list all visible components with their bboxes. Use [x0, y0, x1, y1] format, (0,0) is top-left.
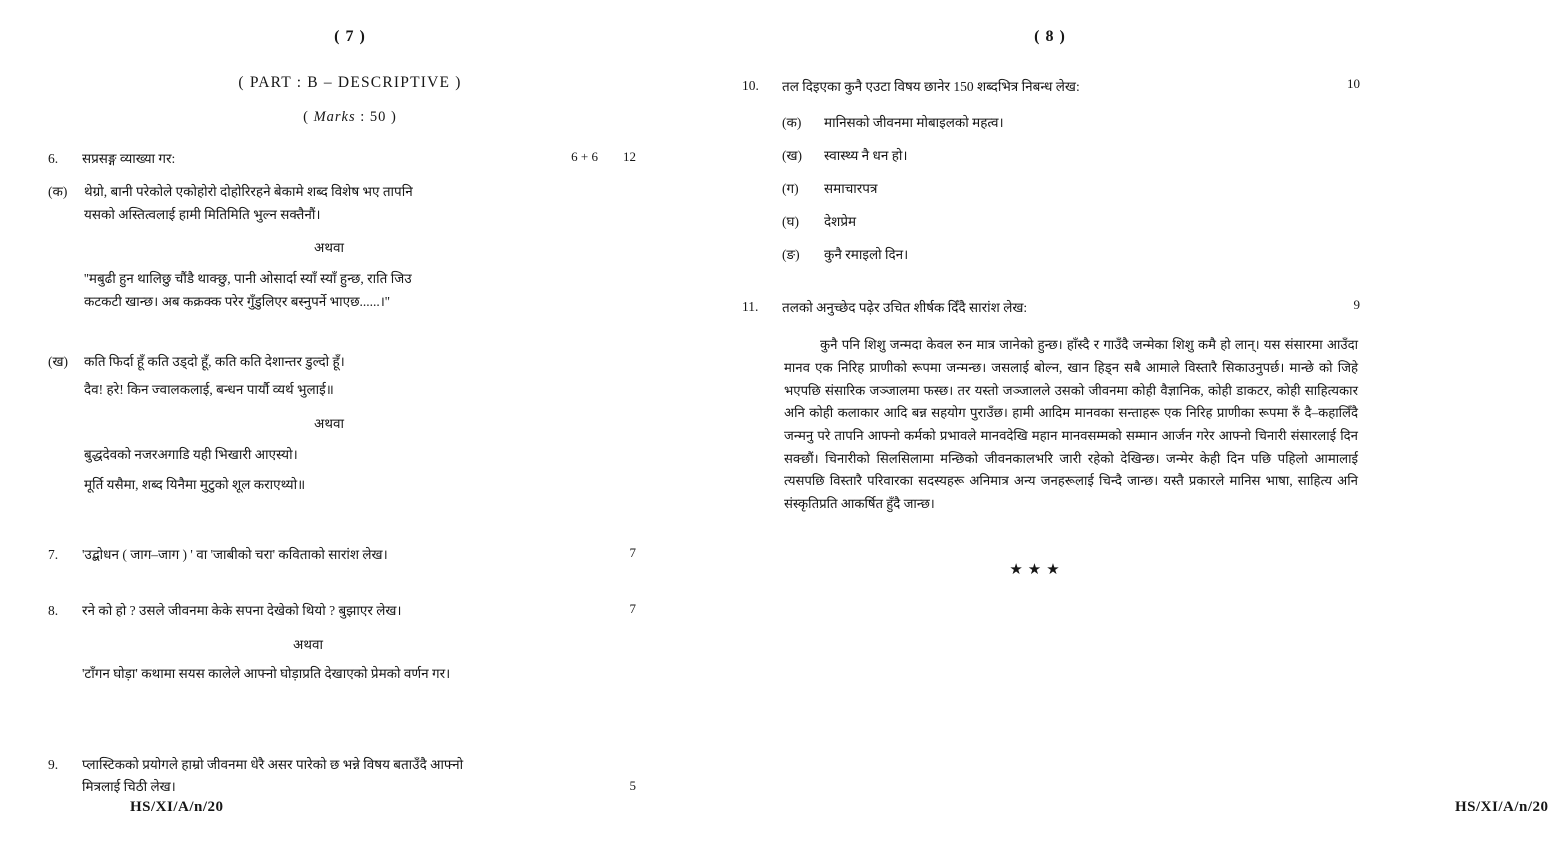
question-9-line-2: मित्रलाई चिठी लेख।: [82, 779, 176, 795]
marks-prefix: (: [303, 109, 314, 125]
question-10-marks: 10: [1347, 76, 1360, 91]
marks-value: : 50 ): [355, 109, 397, 125]
document-page-left: [0, 0, 700, 850]
question-8-alt-text: 'टाँगन घोड़ा' कथामा सयस कालेले आफ्नो घोड़ाप्रति देखाएको प्रेमको वर्णन गर।: [82, 666, 451, 682]
page-number-left: ( 7 ): [334, 28, 366, 45]
marks-word: Marks: [313, 109, 356, 125]
right-page-content: [700, 76, 1400, 579]
question-11-passage: [742, 334, 1360, 516]
question-10-text: तल दिइएका कुनै एउटा विषय छानेर 150 शब्दभित्र निबन्ध लेख:: [782, 79, 1080, 94]
question-10-subpart-ka-text: मानिसको जीवनमा मोबाइलको महत्व।: [824, 114, 1004, 130]
question-8: [48, 600, 658, 622]
question-10-subpart-nga: [782, 245, 1360, 263]
question-6-kha-line-1: कति फिर्दा हूँ कति उड्दो हूँ, कति कति देशान्तर डुल्दो हूँ।: [84, 353, 345, 369]
end-of-paper-mark: ★★★: [1009, 561, 1065, 578]
question-10-subpart-kha-label: (ख): [782, 147, 803, 163]
question-8-marks: 7: [629, 600, 636, 616]
question-10-subparts: [742, 113, 1360, 263]
question-8-text: रने को हो ? उसले जीवनमा केके सपना देखेको थियो ? बुझाएर लेख।: [82, 602, 402, 618]
question-6: [48, 148, 658, 170]
question-10-subpart-nga-text: कुनै रमाइलो दिन।: [824, 246, 909, 262]
question-8-alt-label: अथवा: [293, 637, 323, 653]
question-7-marks: 7: [629, 544, 636, 560]
question-10-subpart-kha: [782, 146, 1360, 164]
question-6-kha-alt-line-1: बुद्धदेवको नजरअगाडि यही भिखारी आएस्यो।: [84, 447, 298, 463]
question-6-ka-line-1: थेग्रो, बानी परेकोले एकोहोरो दोहोरिरहने बेकामे शब्द विशेष भए तापनि: [84, 183, 413, 199]
question-11: [742, 297, 1360, 319]
question-10-subpart-ga: [782, 179, 1360, 197]
question-6-ka-alt: [48, 267, 658, 313]
footer-left: HS/XI/A/n/20: [130, 799, 224, 815]
question-10-subpart-gha-label: (घ): [782, 213, 799, 229]
question-6-kha-alt: [48, 443, 658, 498]
question-6-subpart-kha: [48, 351, 658, 402]
question-10: [742, 76, 1360, 98]
question-6-kha-line-2: दैव! हरे! किन ज्वालकलाई, बन्धन पार्यौ व्यर्थ भुलाई॥: [84, 382, 334, 398]
left-page-content: [0, 148, 700, 798]
question-6-ka-alt-label: अथवा: [314, 240, 344, 256]
question-10-number: 10.: [742, 78, 759, 93]
question-10-subpart-ka-label: (क): [782, 114, 802, 130]
question-11-text: तलको अनुच्छेद पढ़ेर उचित शीर्षक दिँदै सारांश लेख:: [782, 299, 1028, 315]
question-9-number: 9.: [48, 757, 59, 773]
question-6-kha-alt-line-2: मूर्ति यसैमा, शब्द यिनैमा मुटुको शूल कराएथ्यो॥: [84, 477, 306, 493]
question-10-subpart-gha-text: देशप्रेम: [824, 213, 857, 229]
question-10-subpart-gha: [782, 212, 1360, 230]
question-11-passage-text: कुनै पनि शिशु जन्मदा केवल रुन मात्र जानेको हुन्छ। हाँस्दै र गाउँदै जन्मेका शिशु कमै हो लान्। यस संसारमा आउँदा मानव एक निरिह प्राणीको रूपमा जन्मन्छ। जसलाई बोल्न, खान हिड्न सबै आमाले विस्तारै सिकाउनुपर्छ। मान्छे को जिहे भएपछि संसारिक जञ्जालमा फस्छ। तर यस्तो जञ्जालले उसको जीवनमा कोही वैज्ञानिक, कोही डाकटर, कोही साहित्यकार अनि कोही कलाकार आदि बन्न सहयोग पुराउँछ। हामी आदिम मानवका सन्ताहरू एक निरिह प्राणीका रूपमा रुँ दै–कहालिँदै जन्मनु परे तापनि आफ्नो कर्मको प्रभावले मानवदेखि महान मानवसम्मको सम्मान आर्जन गरेर आफ्नो चिनारी संसारलाई दिन सक्छौं। चिनारीको सिलसिलामा मन्छिको जीवनकालभरि जारी रहेको देखिन्छ। जन्मेर केही दिन पछि पहिलो आमालाई त्यसपछि विस्तारै परिवारका सदस्यहरू अनिमात्र अन्य जनहरूलाई चिन्दै जान्छ। यस्तै प्रकारले मानिस भाषा, साहित्य अनि संस्कृतिप्रति आकर्षित हुँदै जान्छ।: [784, 337, 1358, 512]
question-10-subpart-ga-text: समाचारपत्र: [824, 180, 878, 196]
question-9-line-1: प्लास्टिकको प्रयोगले हाम्रो जीवनमा धेरै असर पारेको छ भन्ने विषय बताउँदै आफ्नो: [82, 757, 464, 773]
question-7-number: 7.: [48, 546, 59, 562]
marks-line: [0, 109, 700, 126]
question-10-subpart-nga-label: (ङ): [782, 246, 800, 262]
question-9-marks: 5: [629, 778, 636, 794]
question-6-text: सप्रसङ्ग व्याख्या गर:: [82, 151, 176, 166]
question-6-marks-split: 6 + 6: [571, 149, 598, 164]
footer-right: HS/XI/A/n/20: [1455, 799, 1549, 815]
question-6-marks-total: 12: [623, 149, 636, 164]
question-10-subpart-ga-label: (ग): [782, 180, 799, 196]
question-11-marks: 9: [1353, 296, 1360, 312]
document-page-right: [700, 0, 1549, 850]
question-6-subpart-kha-label: (ख): [48, 353, 69, 369]
question-6-subpart-ka: [48, 181, 658, 226]
part-title: ( PART : B – DESCRIPTIVE ): [238, 74, 462, 91]
question-6-ka-line-2: यसको अस्तित्वलाई हामी मितिमिति भुल्न सक्तैनौं।: [84, 206, 321, 222]
question-11-number: 11.: [742, 298, 759, 314]
question-6-number: 6.: [48, 151, 59, 166]
question-6-ka-alt-line-2: कटकटी खान्छ। अब कक्रक्क परेर गुँडुलिएर बस्नुपर्ने भाएछ......।'': [84, 294, 390, 310]
question-10-subpart-kha-text: स्वास्थ्य नै धन हो।: [824, 147, 908, 163]
question-6-subpart-ka-label: (क): [48, 183, 68, 199]
question-9: [48, 754, 658, 798]
question-7: [48, 544, 658, 566]
question-6-kha-alt-label: अथवा: [314, 416, 344, 432]
question-7-text: 'उद्बोधन ( जाग–जाग ) ' वा 'जाबीको चरा' कविताको सारांश लेख।: [82, 546, 388, 562]
question-10-subpart-ka: [782, 113, 1360, 131]
question-6-ka-alt-line-1: ''मबुढी हुन थालिछु चौंडै थाक्छु, पानी ओसार्दा स्याँ स्याँ हुन्छ, राति जिउ: [84, 271, 412, 287]
page-number-right: ( 8 ): [1034, 28, 1066, 45]
question-8-number: 8.: [48, 602, 59, 618]
